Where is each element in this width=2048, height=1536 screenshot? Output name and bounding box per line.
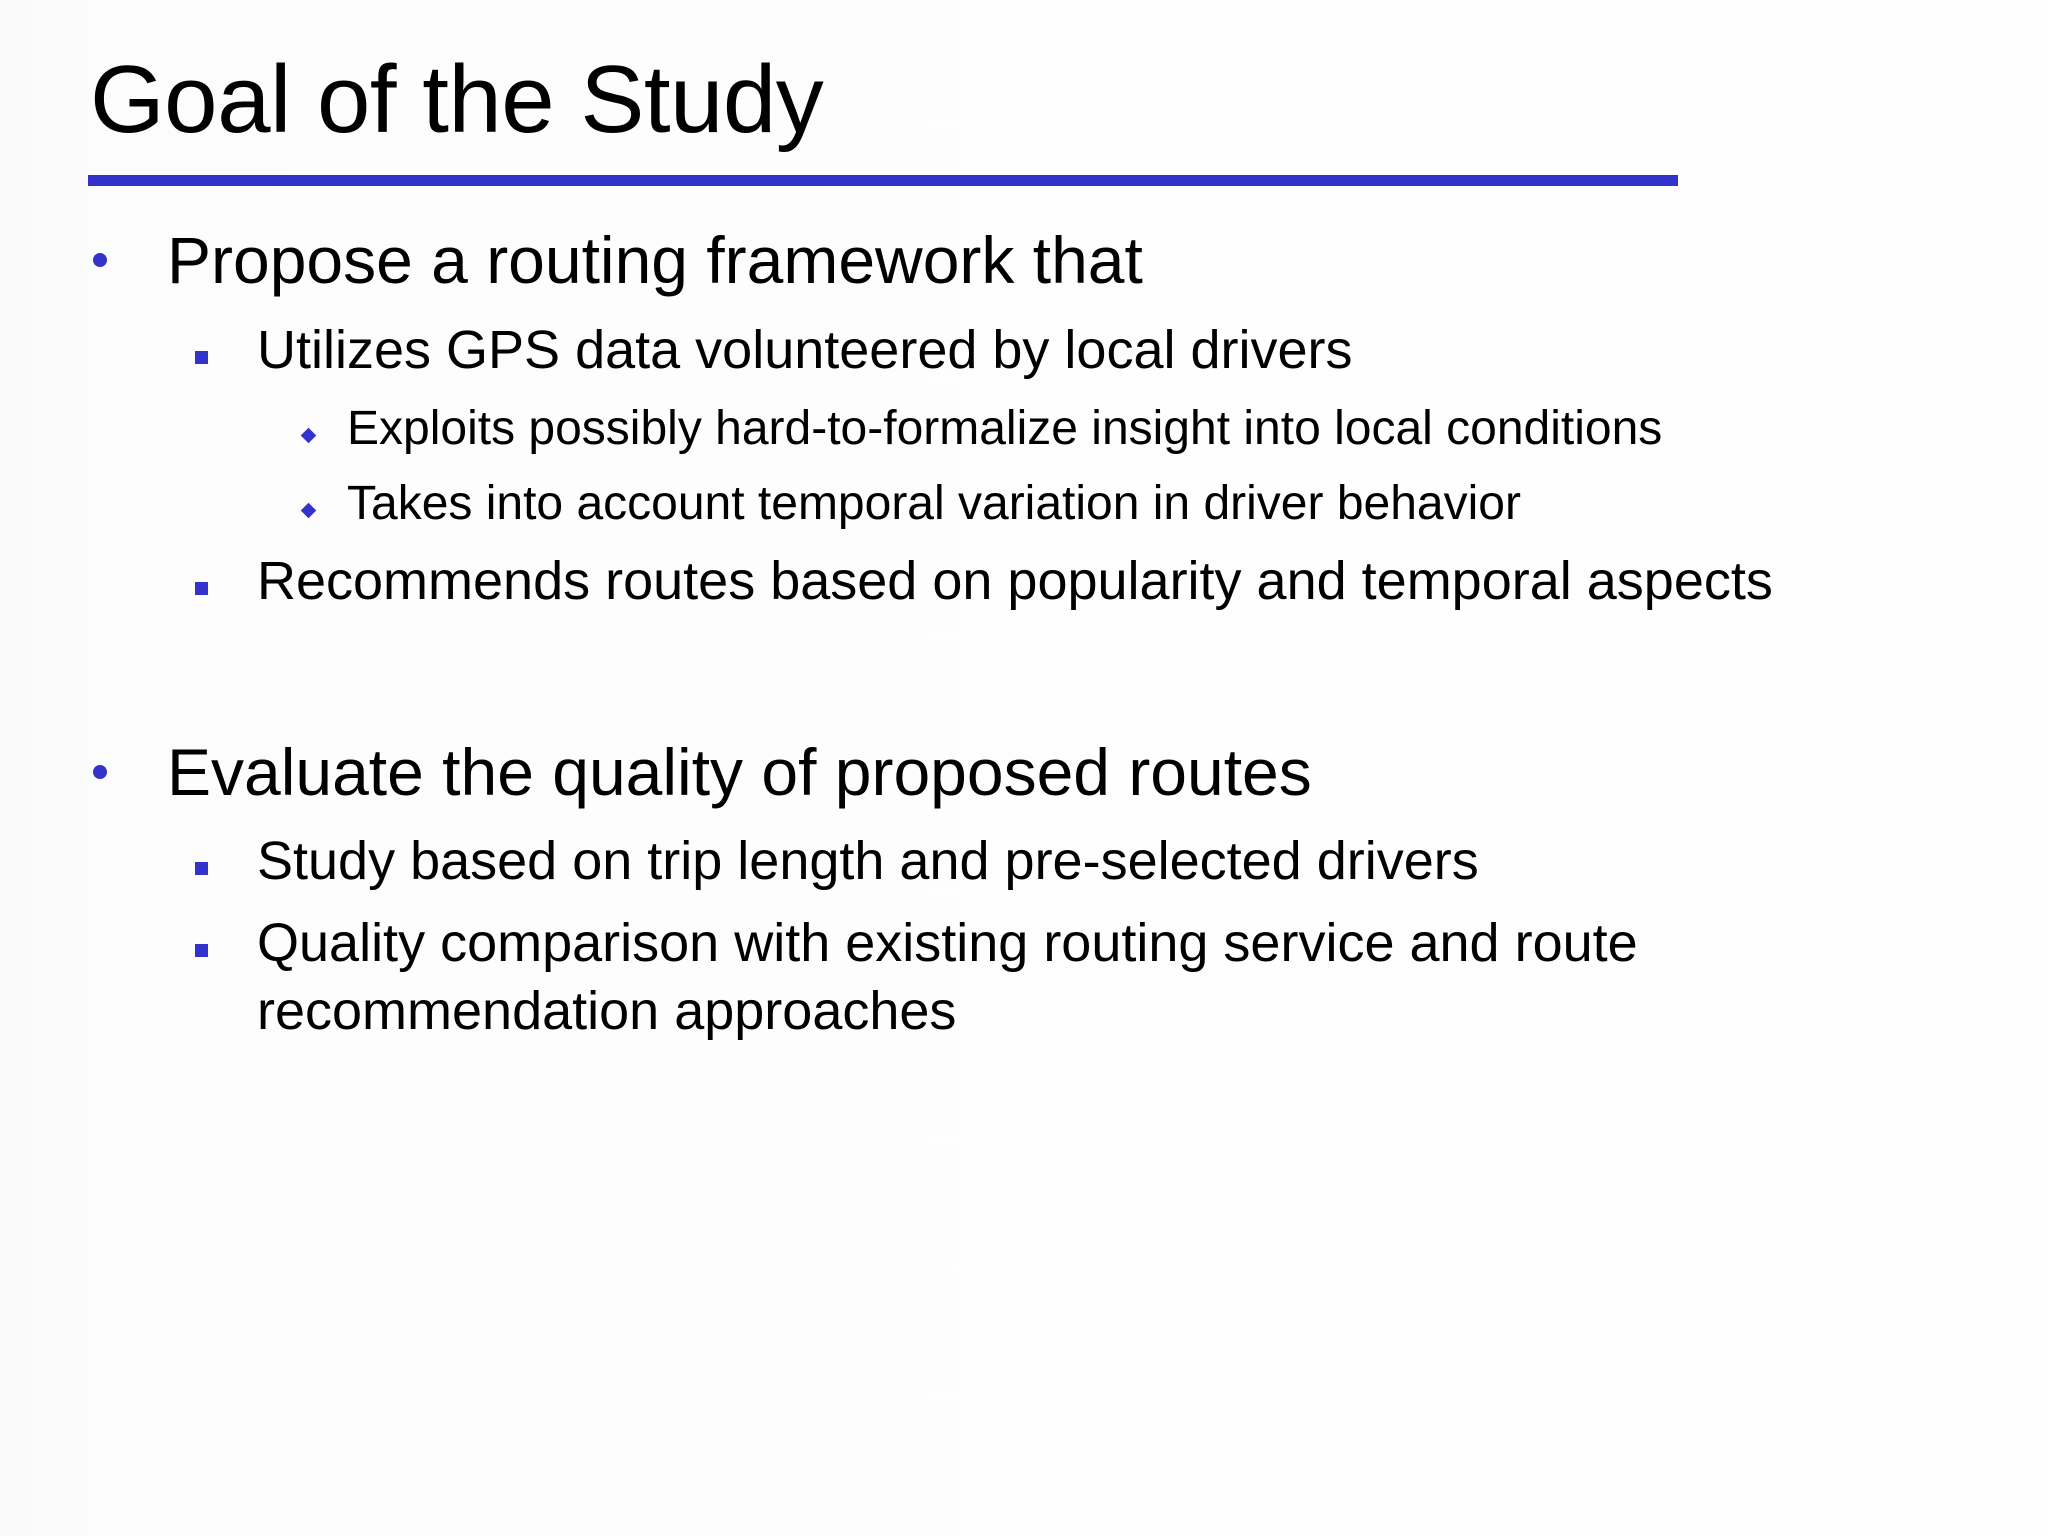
section-1-item-1-sub-2: Takes into account temporal variation in driver behavior [347, 477, 1521, 530]
section-2-heading: Evaluate the quality of proposed routes [167, 735, 1312, 809]
level1-bullet-icon [93, 253, 107, 267]
title-underline [88, 175, 1678, 186]
level1-bullet-icon [93, 765, 107, 779]
level3-bullet-icon [301, 503, 317, 519]
level2-bullet-icon [195, 582, 208, 595]
section-1-item-1-sub-1: Exploits possibly hard-to-formalize insight into local conditions [347, 402, 1663, 455]
section-1-item-1: Utilizes GPS data volunteered by local drivers [257, 320, 1353, 380]
level3-bullet-icon [301, 428, 317, 444]
level2-bullet-icon [195, 351, 208, 364]
slide-title: Goal of the Study [90, 46, 824, 153]
level2-bullet-icon [195, 862, 208, 875]
section-2-item-1: Study based on trip length and pre-selected drivers [257, 831, 1479, 891]
section-1-item-2: Recommends routes based on popularity and temporal aspects [257, 551, 1773, 611]
section-1-heading: Propose a routing framework that [167, 223, 1143, 297]
level2-bullet-icon [195, 944, 208, 957]
section-2-item-2-continued: recommendation approaches [257, 981, 957, 1041]
section-2-item-2: Quality comparison with existing routing service and route [257, 913, 1638, 973]
